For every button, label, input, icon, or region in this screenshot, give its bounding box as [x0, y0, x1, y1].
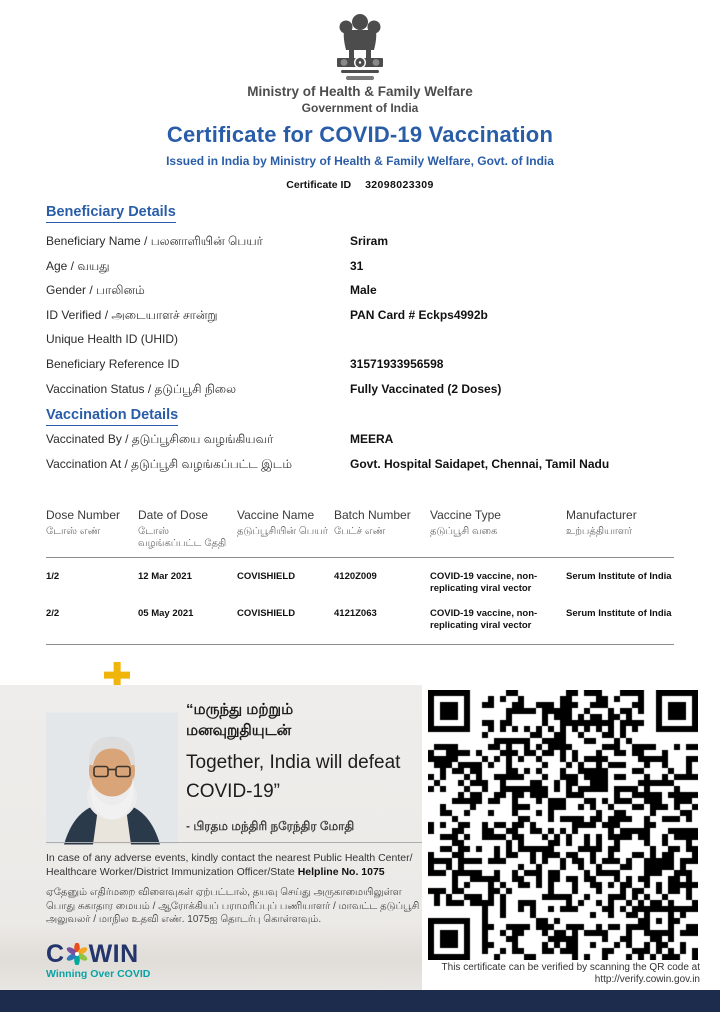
field-label: ID Verified / அடையாளச் சான்று	[46, 307, 218, 322]
adverse-events-text	[46, 851, 422, 879]
field-label: Unique Health ID (UHID)	[46, 332, 179, 347]
prime-minister-photo	[46, 712, 178, 845]
cell-date-of-dose: 05 May 2021	[138, 608, 194, 619]
cowin-tagline: Winning Over COVID	[46, 968, 151, 980]
field-age	[46, 259, 680, 284]
footer-bar	[0, 990, 720, 1012]
field-label: Gender / பாலினம்	[46, 283, 145, 298]
field-value: MEERA	[350, 432, 394, 446]
col-label-en: Batch Number	[334, 508, 411, 522]
col-vaccine-type	[430, 508, 564, 550]
quote-tamil-line2: மனவுறுதியுடன்	[186, 722, 292, 739]
cell-vaccine-type: COVID-19 vaccine, non-replicating viral vector	[430, 571, 538, 594]
cell-manufacturer: Serum Institute of India	[566, 571, 672, 582]
quote-tamil-line1: “மருந்து மற்றும்	[186, 701, 294, 718]
field-value: Sriram	[350, 234, 389, 248]
cowin-logo	[46, 941, 150, 980]
field-beneficiary-reference-id	[46, 357, 680, 382]
col-label-en: Manufacturer	[566, 508, 637, 522]
dose-table	[46, 508, 674, 645]
field-value: Govt. Hospital Saidapet, Chennai, Tamil Nadu	[350, 456, 610, 471]
field-label: Vaccination At / தடுப்பூசி வழங்கப்பட்ட இடம்	[46, 456, 292, 471]
dose-row-2	[46, 608, 674, 632]
col-label-en: Vaccine Name	[237, 508, 315, 522]
col-manufacturer	[566, 508, 684, 550]
adverse-events-tamil-text: ஏதேனும் எதிர்மறை விளைவுகள் ஏற்பட்டால், தயவு செய்து அருகாமையிலுள்ள பொது சுகாதார மையம் / ஆரோக்கியப் பராமரிப்புப் பணியாளர் / மாவட்ட தடுப்பூசி அலுவலர் / மாநில உதவி எண். 1075ஐ தொடர்பு கொள்ளவும்.	[46, 887, 420, 925]
footer-banner	[0, 685, 720, 990]
dose-row-1	[46, 571, 674, 595]
qr-verify-text	[442, 962, 700, 986]
beneficiary-details-heading: Beneficiary Details	[46, 204, 176, 223]
field-value: Male	[350, 283, 377, 298]
col-label-ta: தடுப்பூசியின் பெயர்	[237, 526, 328, 537]
cell-dose-number: 2/2	[46, 608, 60, 619]
cowin-letters-win: WIN	[88, 940, 139, 968]
cowin-wordmark	[46, 941, 150, 967]
field-gender	[46, 283, 680, 308]
field-value: Fully Vaccinated (2 Doses)	[350, 381, 502, 396]
field-label: Vaccination Status / தடுப்பூசி நிலை	[46, 381, 237, 396]
field-beneficiary-name	[46, 234, 680, 259]
col-label-ta: தடுப்பூசி வகை	[430, 526, 498, 537]
government-name: Government of India	[301, 101, 419, 115]
field-vaccinated-by	[46, 432, 680, 457]
cell-vaccine-type: COVID-19 vaccine, non-replicating viral vector	[430, 608, 538, 631]
certificate-id-value: 32098023309	[365, 179, 434, 191]
dose-table-body	[46, 571, 674, 645]
pm-quote	[186, 699, 424, 835]
cowin-letter-c: C	[46, 940, 65, 968]
certificate-subtitle: Issued in India by Ministry of Health & Family Welfare, Govt. of India	[166, 154, 554, 168]
certificate-id-label: Certificate ID	[286, 179, 352, 191]
quote-english-line1: Together, India will defeat	[186, 752, 401, 773]
field-id-verified	[46, 308, 680, 333]
certificate-id-row	[0, 179, 720, 191]
qr-verify-url: http://verify.cowin.gov.in	[594, 974, 700, 985]
col-label-en: Dose Number	[46, 508, 121, 522]
cell-batch-number: 4121Z063	[334, 608, 377, 619]
cell-date-of-dose: 12 Mar 2021	[138, 571, 192, 582]
col-label-en: Date of Dose	[138, 508, 209, 522]
col-vaccine-name	[237, 508, 332, 550]
dose-table-header	[46, 508, 674, 558]
field-label: Vaccinated By / தடுப்பூசியை வழங்கியவர்	[46, 432, 274, 446]
cell-vaccine-name: COVISHIELD	[237, 571, 296, 582]
qr-verify-line1: This certificate can be verified by scanning the QR code at	[441, 962, 700, 973]
field-label: Beneficiary Name / பலனாளியின் பெயர்	[46, 234, 263, 248]
vaccination-fields	[46, 432, 680, 481]
certificate-title: Certificate for COVID-19 Vaccination	[166, 122, 554, 147]
field-value: PAN Card # Eckps4992b	[350, 307, 488, 322]
cell-dose-number: 1/2	[46, 571, 60, 582]
field-uhid	[46, 332, 680, 357]
quote-attribution: - பிரதம மந்திரி நரேந்திர மோதி	[186, 819, 355, 833]
field-label: Beneficiary Reference ID	[46, 356, 180, 371]
col-label-ta: உற்பத்தியாளர்	[566, 526, 633, 537]
helpline-number: Helpline No. 1075	[297, 866, 385, 878]
col-label-en: Vaccine Type	[430, 508, 501, 522]
india-national-emblem-icon	[325, 10, 395, 89]
cell-batch-number: 4120Z009	[334, 571, 377, 582]
field-value: 31571933956598	[350, 356, 444, 371]
field-value: 31	[350, 258, 364, 273]
col-label-ta: டோஸ் வழங்கப்பட்ட தேதி	[138, 526, 227, 549]
col-label-ta: பேட்ச் எண்	[334, 526, 386, 537]
field-label: Age / வயது	[46, 258, 110, 273]
vaccination-details-heading: Vaccination Details	[46, 407, 178, 426]
col-batch-number	[334, 508, 428, 550]
qr-code	[428, 690, 698, 960]
cowin-pinwheel-icon	[66, 943, 88, 965]
field-vaccination-status	[46, 382, 680, 407]
col-dose-number	[46, 508, 136, 550]
adverse-events-body: In case of any adverse events, kindly contact the nearest Public Health Center/ Healthcare Worker/District Immunization Officer/State	[46, 852, 413, 878]
field-vaccination-at	[46, 457, 680, 482]
col-label-ta: டோஸ் எண்	[46, 526, 101, 537]
quote-english-line2: COVID-19”	[186, 781, 280, 802]
cell-manufacturer: Serum Institute of India	[566, 608, 672, 619]
beneficiary-fields	[46, 234, 680, 406]
col-date-of-dose	[138, 508, 235, 550]
cell-vaccine-name: COVISHIELD	[237, 608, 296, 619]
banner-divider	[46, 842, 422, 843]
ministry-name: Ministry of Health & Family Welfare	[247, 84, 473, 99]
